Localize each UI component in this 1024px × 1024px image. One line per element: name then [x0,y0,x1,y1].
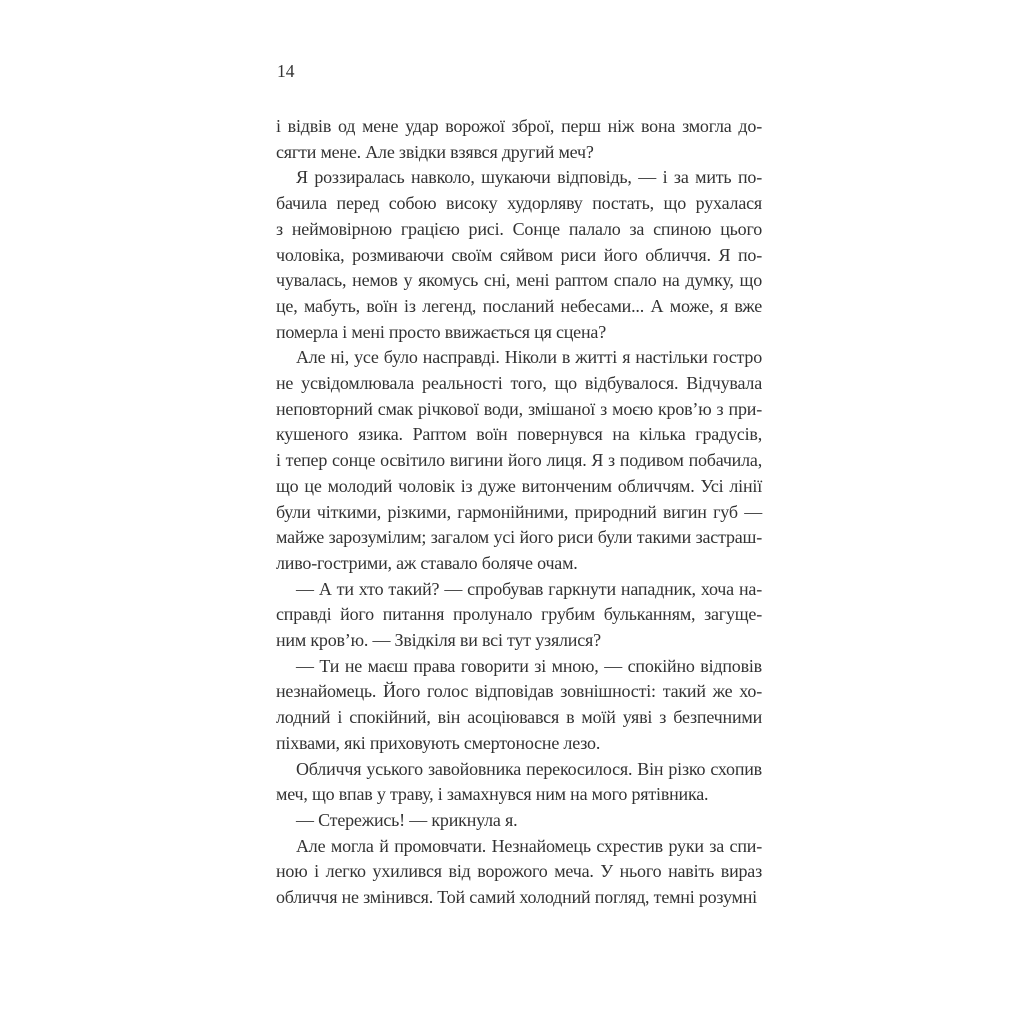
text-line: сягти мене. Але звідки взявся другий меч? [276,141,594,162]
text-line: незнайомець. Його голос відповідав зовнішності: такий же хо- [276,681,762,702]
text-line: обличчя не змінився. Той самий холодний погляд, темні розумні [276,887,757,908]
page-number: 14 [277,61,295,81]
text-line: меч, що впав у траву, і замахнувся ним на мого рятівника. [276,784,709,805]
text-line: лодний і спокійний, він асоціювався в моїй уяві з безпечними [276,707,762,728]
text-line: — А ти хто такий? — спробував гаркнути нападник, хоча на- [296,578,762,599]
text-line: були чіткими, різкими, гармонійними, природний вигин губ — [276,501,762,522]
text-line: і тепер сонце освітило вигини його лиця. Я з подивом побачила, [276,450,762,471]
text-line: піхвами, які приховують смертоносне лезо. [276,732,601,753]
text-line: Я роззиралась навколо, шукаючи відповідь, — і за мить по- [296,167,762,188]
text-line: ливо-гострими, аж ставало боляче очам. [276,552,578,573]
text-line: Але ні, усе було насправді. Ніколи в житті я настільки гостро [296,347,762,368]
text-line: померла і мені просто ввижається ця сцена? [276,321,606,342]
text-line: це, мабуть, воїн із легенд, посланий небесами... А може, я вже [276,295,762,316]
text-line: неповторний смак річкової води, змішаної з моєю кров’ю з при- [276,398,762,419]
text-line: — Стережись! — крикнула я. [296,809,518,830]
text-line: майже зарозумілим; загалом усі його риси були такими застраш- [276,527,762,548]
text-line: Обличчя уського завойовника перекосилося. Він різко схопив [296,758,762,779]
text-line: чувалась, немов у якомусь сні, мені раптом спало на думку, що [276,270,762,291]
text-line: що це молодий чоловік із дуже витонченим обличчям. Усі лінії [276,475,762,496]
text-line: справді його питання пролунало грубим бульканням, загуще- [276,604,762,625]
text-line: ним кров’ю. — Звідкіля ви всі тут узялися? [276,630,601,651]
text-line: чоловіка, розмиваючи своїм сяйвом риси його обличчя. Я по- [276,244,762,265]
text-line: бачила перед собою високу худорляву постать, що рухалася [276,193,762,214]
body-text [276,114,762,911]
text-line: з неймовірною грацією рисі. Сонце палало за спиною цього [276,218,762,239]
text-line: — Ти не маєш права говорити зі мною, — спокійно відповів [296,655,762,676]
text-line: ною і легко ухилився від ворожого меча. У нього навіть вираз [276,861,762,882]
text-line: Але могла й промовчати. Незнайомець схрестив руки за спи- [296,835,762,856]
text-line: не усвідомлювала реальності того, що відбувалося. Відчувала [276,373,762,394]
text-line: кушеного язика. Раптом воїн повернувся на кілька градусів, [276,424,762,445]
text-line: і відвів од мене удар ворожої зброї, перш ніж вона змогла до- [276,116,762,136]
